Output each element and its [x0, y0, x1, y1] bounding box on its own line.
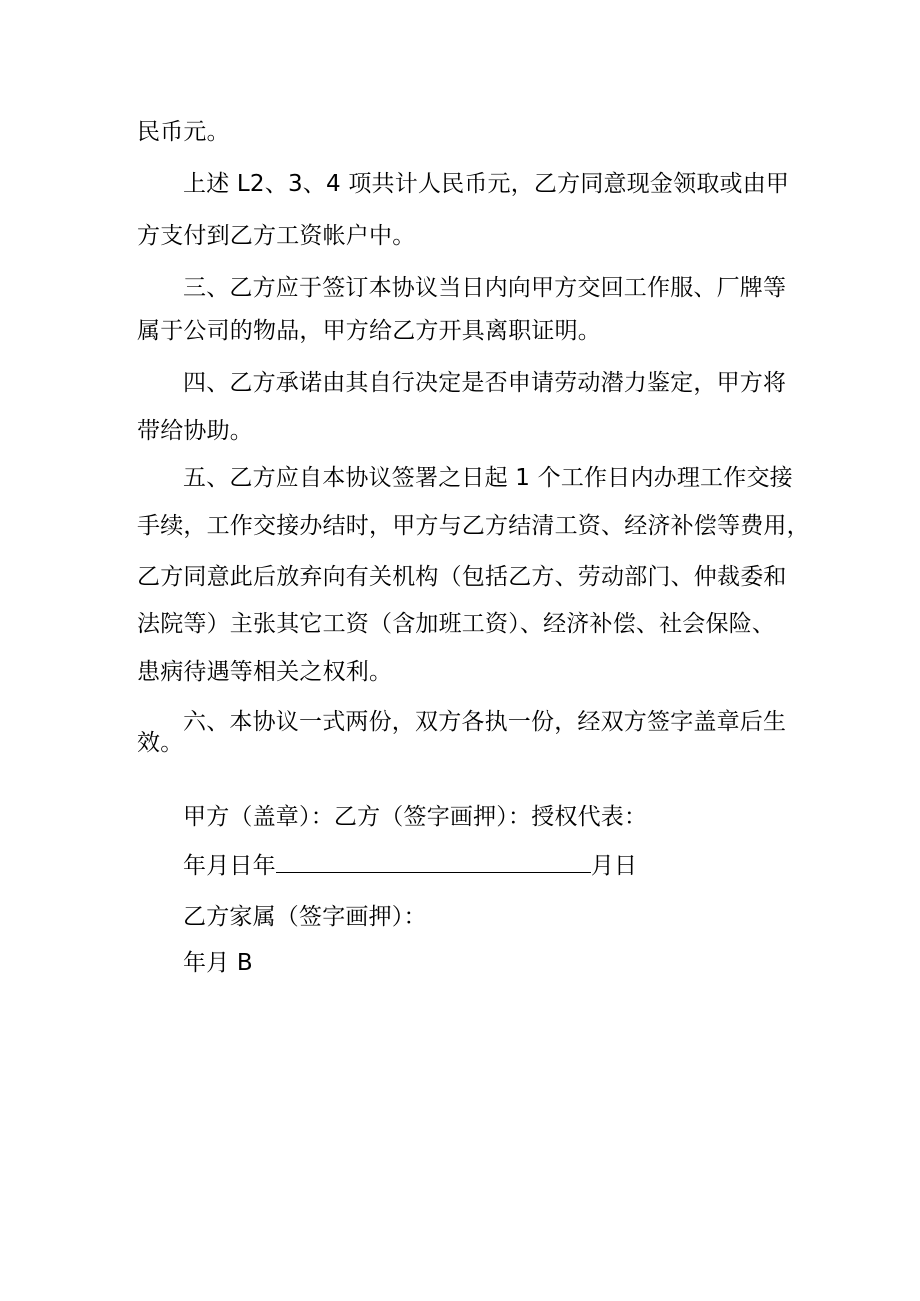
date-line [183, 850, 637, 881]
text-line: 属于公司的物品，甲方给乙方开具离职证明。 [137, 318, 601, 344]
text-line: 乙方同意此后放弃向有关机构（包括乙方、劳动部门、仲裁委和 [137, 564, 787, 590]
text-line: 带给协助。 [137, 418, 253, 444]
text-line: 六、本协议一式两份，双方各执一份，经双方签字盖章后生 [183, 709, 787, 735]
text-line: 三、乙方应于签订本协议当日内向甲方交回工作服、厂牌等 [183, 275, 787, 301]
text-line: 患病待遇等相关之权利。 [137, 659, 393, 685]
date-blank [276, 850, 591, 873]
text-line: 法院等）主张其它工资（含加班工资）、经济补偿、社会保险、 [137, 611, 776, 637]
date-line-end: 年月 B [183, 950, 253, 976]
date-prefix: 年月日年 [183, 853, 276, 879]
date-suffix: 月日 [590, 853, 638, 879]
text-line: 方支付到乙方工资帐户中。 [137, 223, 416, 249]
text-line: 上述 L2、3、4 项共计人民币元，乙方同意现金领取或由甲 [183, 171, 790, 197]
text-line: 四、乙方承诺由其自行决定是否申请劳动潜力鉴定，甲方将 [183, 370, 787, 396]
family-signature-line: 乙方家属（签字画押）： [183, 904, 427, 930]
signature-line: 甲方（盖章）：乙方（签字画押）：授权代表： [183, 804, 648, 830]
text-line: 效。 [137, 730, 184, 756]
text-line: 手续，工作交接办结时，甲方与乙方结清工资、经济补偿等费用， [137, 513, 810, 539]
text-line: 民币元。 [137, 119, 230, 145]
text-line: 五、乙方应自本协议签署之日起 1 个工作日内办理工作交接 [183, 465, 793, 491]
